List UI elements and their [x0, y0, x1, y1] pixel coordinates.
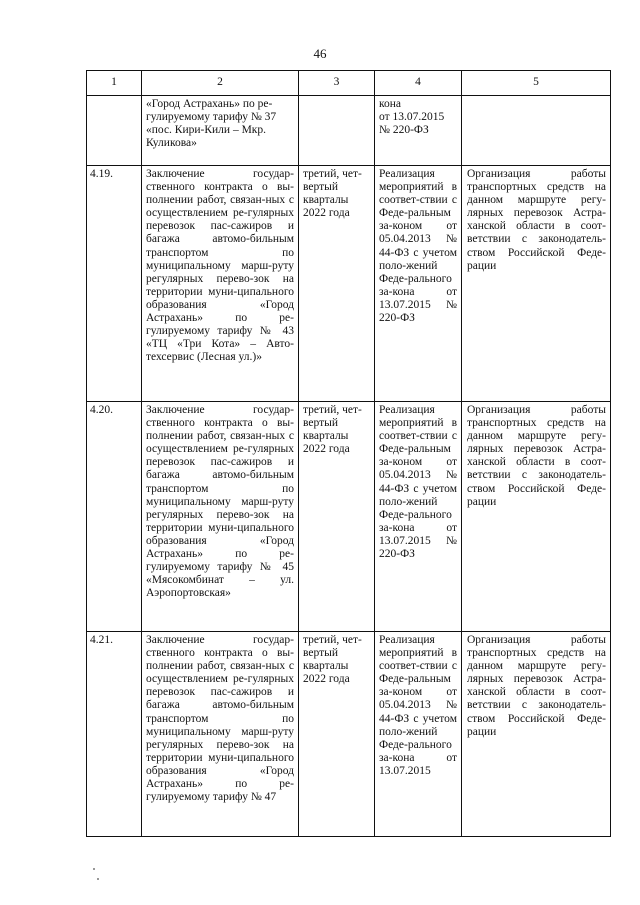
row-goal	[462, 96, 611, 166]
row-description: Заключение государ-ственного контракта о вы-полнении работ, связан-ных с осуществлением ре-гулярных перевозок пас-сажиров и багажа автомо-бильным транспортом по муниципальному марш-руту регулярных перево-зок на территории муни-ципального образования «Город Астрахань» по ре-гулируемому тарифу № 45 «Мясокомбинат – ул. Аэропортовская»	[142, 402, 299, 632]
row-number: 4.19.	[87, 166, 142, 402]
page-number: 46	[313, 46, 327, 61]
table-row	[87, 96, 611, 166]
row-legal-basis: Реализация мероприятий в соответ-ствии с Феде-ральным за-коном от 05.04.2013 № 44-ФЗ с учетом поло-жений Феде-рального за-кона от 13.07.2015	[375, 632, 462, 837]
row-legal-basis: Реализация мероприятий в соответ-ствии с Феде-ральным за-коном от 05.04.2013 № 44-ФЗ с учетом поло-жений Феде-рального за-кона от 13.07.2015 № 220-ФЗ	[375, 166, 462, 402]
row-description: Заключение государ-ственного контракта о вы-полнении работ, связан-ных с осуществлением ре-гулярных перевозок пас-сажиров и багажа автомо-бильным транспортом по муниципальному марш-руту регулярных перево-зок на территории муни-ципального образования «Город Астрахань» по ре-гулируемому тарифу № 43 «ТЦ «Три Кота» – Авто-техсервис (Лесная ул.)»	[142, 166, 299, 402]
row-goal: Организация работы транспортных средств на данном маршруте регу-лярных перевозок Астра-ханской области в соот-ветствии с законодатель-ством Российской Феде-рации	[462, 402, 611, 632]
row-goal: Организация работы транспортных средств на данном маршруте регу-лярных перевозок Астра-ханской области в соот-ветствии с законодатель-ством Российской Феде-рации	[462, 166, 611, 402]
row-goal: Организация работы транспортных средств на данном маршруте регу-лярных перевозок Астра-ханской области в соот-ветствии с законодатель-ством Российской Феде-рации	[462, 632, 611, 837]
row-period: третий, чет-вертый кварталы 2022 года	[299, 632, 375, 837]
row-period: третий, чет-вертый кварталы 2022 года	[299, 166, 375, 402]
scan-speck	[97, 878, 99, 880]
header-cell-1: 1	[87, 71, 142, 96]
row-number: 4.20.	[87, 402, 142, 632]
header-cell-2: 2	[142, 71, 299, 96]
scan-speck	[93, 868, 95, 870]
row-number	[87, 96, 142, 166]
row-number: 4.21.	[87, 632, 142, 837]
header-cell-4: 4	[375, 71, 462, 96]
table-row	[87, 166, 611, 402]
row-period: третий, чет-вертый кварталы 2022 года	[299, 402, 375, 632]
row-period	[299, 96, 375, 166]
header-cell-3: 3	[299, 71, 375, 96]
header-row	[87, 71, 611, 96]
table-row	[87, 632, 611, 837]
row-legal-basis: Реализация мероприятий в соответ-ствии с Феде-ральным за-коном от 05.04.2013 № 44-ФЗ с учетом поло-жений Феде-рального за-кона от 13.07.2015 № 220-ФЗ	[375, 402, 462, 632]
plan-table	[86, 70, 611, 837]
row-description: «Город Астрахань» по ре- гулируемому тарифу № 37 «пос. Кири-Кили – Мкр. Куликова»	[142, 96, 299, 166]
table-row	[87, 402, 611, 632]
header-cell-5: 5	[462, 71, 611, 96]
row-legal-basis: кона от 13.07.2015 № 220-ФЗ	[375, 96, 462, 166]
row-description: Заключение государ-ственного контракта о вы-полнении работ, связан-ных с осуществлением ре-гулярных перевозок пас-сажиров и багажа автомо-бильным транспортом по муниципальному марш-руту регулярных перево-зок на территории муни-ципального образования «Город Астрахань» по ре-гулируемому тарифу № 47	[142, 632, 299, 837]
